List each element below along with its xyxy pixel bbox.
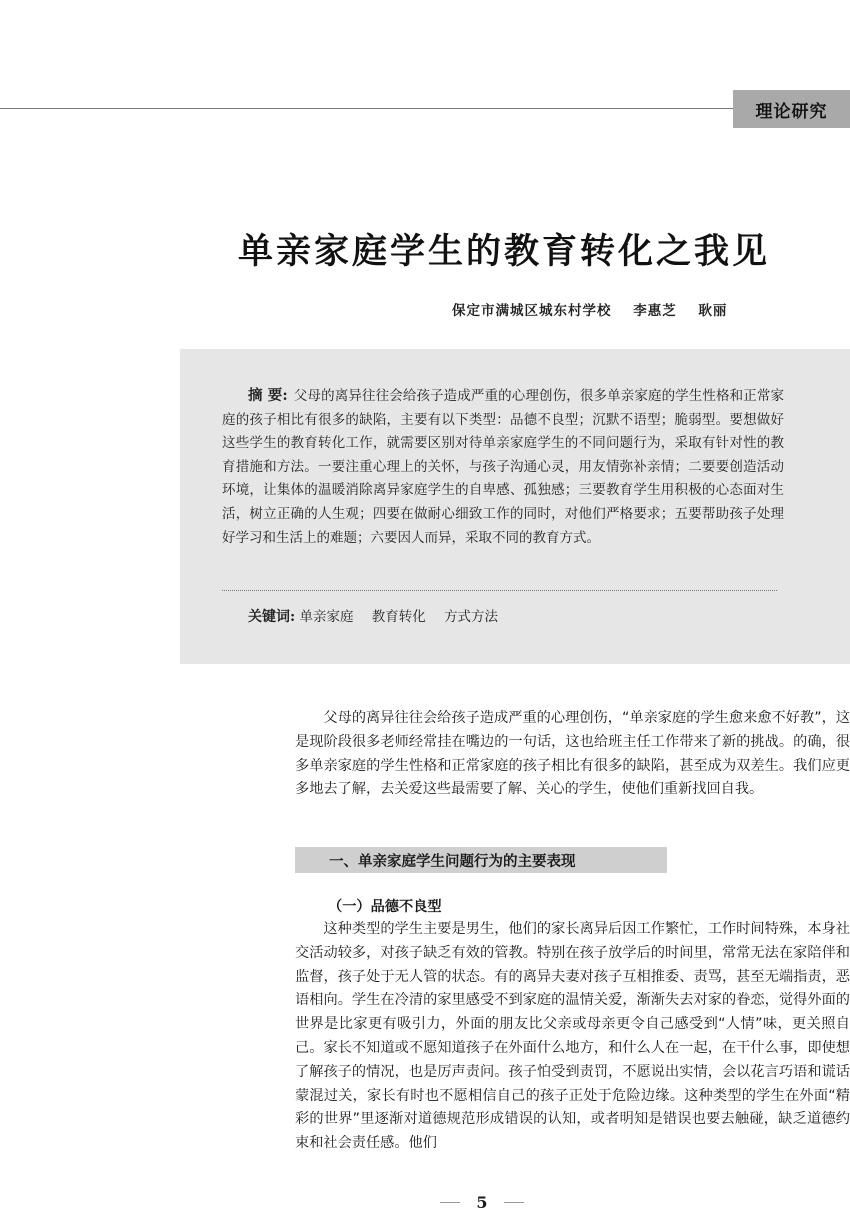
page-number xyxy=(440,1193,524,1212)
author-line xyxy=(452,299,743,319)
page-number-dash xyxy=(504,1202,524,1203)
page-number-value: 5 xyxy=(476,1193,488,1212)
subsection-heading: （一）品德不良型 xyxy=(328,899,442,915)
abstract-divider xyxy=(222,590,777,591)
affiliation: 保定市满城区城东村学校 xyxy=(452,303,612,319)
author-name: 李惠芝 xyxy=(633,303,677,319)
intro-paragraph: 父母的离异往往会给孩子造成严重的心理创伤，“单亲家庭的学生愈来愈不好教”，这是现阶段很多老师经常挂在嘴边的一句话，这也给班主任工作带来了新的挑战。的确，很多单亲家庭的学生性格和正常家庭的孩子相比有很多的缺陷，甚至成为双差生。我们应更多地去了解，去关爱这些最需要了解、关心的学生，使他们重新找回自我。 xyxy=(295,710,850,798)
body-paragraph: 这种类型的学生主要是男生，他们的家长离异后因工作繁忙，工作时间特殊，本身社交活动较多，对孩子缺乏有效的管教。特别在孩子放学后的时间里，常常无法在家陪伴和监督，孩子处于无人管的状态。有的离异夫妻对孩子互相推委、责骂，甚至无端指责，恶语相向。学生在冷清的家里感受不到家庭的温情关爱，渐渐失去对家的眷恋，觉得外面的世界是比家更有吸引力，外面的朋友比父亲或母亲更令自己感受到“人情”味，更关照自己。家长不知道或不愿知道孩子在外面什么地方，和什么人在一起，在干什么事，即使想了解孩子的情况，也是厉声责问。孩子怕受到责罚，不愿说出实情，会以花言巧语和谎话蒙混过关，家长有时也不愿相信自己的孩子正处于危险边缘。这种类型的学生在外面“精彩的世界”里逐渐对道德规范形成错误的认知，或者明知是错误也要去触碰，缺乏道德约束和社会责任感。他们 xyxy=(295,921,850,1152)
article-title: 单亲家庭学生的教育转化之我见 xyxy=(238,232,771,272)
keyword: 方式方法 xyxy=(444,609,499,625)
header-rule xyxy=(0,108,735,109)
section-heading: 一、单亲家庭学生问题行为的主要表现 xyxy=(295,847,667,873)
keywords xyxy=(248,605,512,626)
abstract-label: 摘 要: xyxy=(248,387,288,404)
keyword: 单亲家庭 xyxy=(299,609,354,625)
page-number-dash xyxy=(440,1202,460,1203)
keyword: 教育转化 xyxy=(371,609,426,625)
author-name: 耿丽 xyxy=(698,303,728,319)
keywords-label: 关键词: xyxy=(248,609,296,625)
abstract-text: 父母的离异往往会给孩子造成严重的心理创伤，很多单亲家庭的学生性格和正常家庭的孩子相比有很多的缺陷，主要有以下类型：品德不良型；沉默不语型；脆弱型。要想做好这些学生的教育转化工作，就需要区别对待单亲家庭学生的不同问题行为，采取有针对性的教育措施和方法。一要注重心理上的关怀，与孩子沟通心灵，用友情弥补亲情；二要要创造活动环境，让集体的温暖消除离异家庭学生的自卑感、孤独感；三要教育学生用积极的心态面对生活，树立正确的人生观；四要在做耐心细致工作的同时，对他们严格要求；五要帮助孩子处理好学习和生活上的难题；六要因人而异，采取不同的教育方式。 xyxy=(222,388,785,546)
section-tab: 理论研究 xyxy=(733,90,850,128)
abstract xyxy=(222,384,784,550)
